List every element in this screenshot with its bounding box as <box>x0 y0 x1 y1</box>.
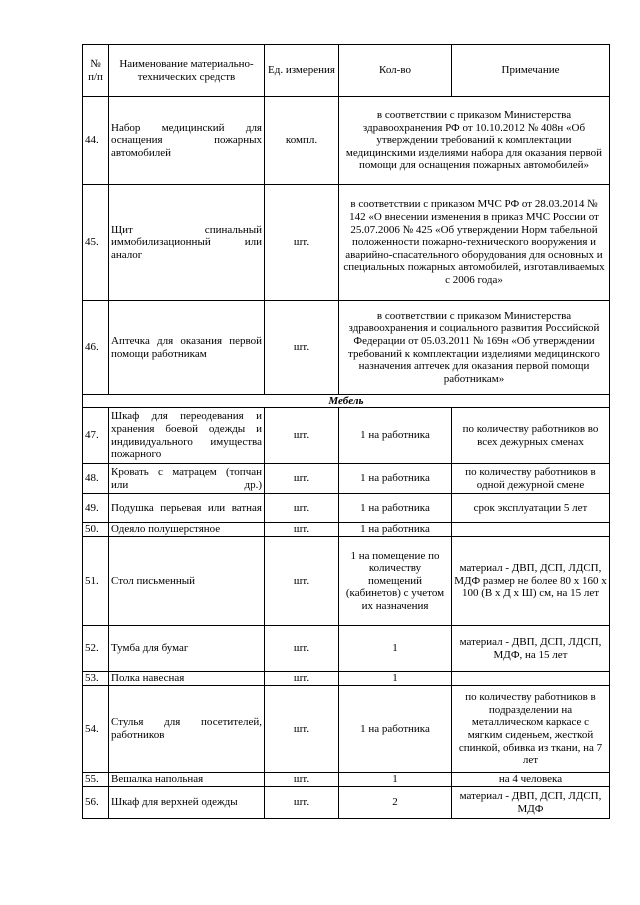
row-name: Шкаф для верхней одежды <box>109 787 265 819</box>
equipment-table <box>82 44 610 819</box>
row-note <box>452 523 610 537</box>
row-unit: шт. <box>265 626 339 672</box>
row-name: Тумба для бумаг <box>109 626 265 672</box>
row-note: в соответствии с приказом Министерства здравоохранения РФ от 10.10.2012 № 408н «Об утверждении требований к комплектации медицинскими изделиями набора для оказания первой помощи для оснащения пожарных автомобилей» <box>339 97 610 185</box>
row-unit: шт. <box>265 523 339 537</box>
row-note: в соответствии с приказом Министерства здравоохранения и социального развития Российской Федерации от 05.03.2011 № 169н «Об утверждении требований к комплектации изделиями медицинского назначения аптечек для оказания первой помощи работникам» <box>339 301 610 395</box>
row-unit: шт. <box>265 185 339 301</box>
table-row <box>83 464 610 494</box>
row-unit: шт. <box>265 464 339 494</box>
table-row <box>83 787 610 819</box>
row-unit: шт. <box>265 537 339 626</box>
row-qty: 1 на работника <box>339 686 452 773</box>
table-row <box>83 626 610 672</box>
row-qty: 1 на работника <box>339 464 452 494</box>
row-qty: 1 на помещение по количеству помещений (кабинетов) с учетом их назначения <box>339 537 452 626</box>
row-note: материал - ДВП, ДСП, ЛДСП, МДФ размер не более 80 х 160 х 100 (В х Д х Ш) см, на 15 лет <box>452 537 610 626</box>
row-qty: 1 <box>339 672 452 686</box>
row-unit: шт. <box>265 686 339 773</box>
row-name: Шкаф для переодевания и хранения боевой одежды и индивидуального имущества пожарного <box>109 408 265 464</box>
row-note: материал - ДВП, ДСП, ЛДСП, МДФ, на 15 лет <box>452 626 610 672</box>
section-row <box>83 395 610 408</box>
header-qty: Кол-во <box>339 45 452 97</box>
row-note <box>452 672 610 686</box>
header-note: Примечание <box>452 45 610 97</box>
row-note: срок эксплуатации 5 лет <box>452 494 610 523</box>
row-name: Одеяло полушерстяное <box>109 523 265 537</box>
table-row <box>83 537 610 626</box>
header-num: № п/п <box>83 45 109 97</box>
row-qty: 1 <box>339 626 452 672</box>
row-num: 52. <box>83 626 109 672</box>
row-note: по количеству работников в одной дежурной смене <box>452 464 610 494</box>
table-row <box>83 523 610 537</box>
document-page <box>82 44 609 819</box>
row-name: Вешалка напольная <box>109 773 265 787</box>
row-unit: шт. <box>265 408 339 464</box>
header-name: Наименование материально-технических средств <box>109 45 265 97</box>
table-row <box>83 301 610 395</box>
table-row <box>83 494 610 523</box>
table-header-row <box>83 45 610 97</box>
row-name: Щит спинальный иммобилизационный или аналог <box>109 185 265 301</box>
row-unit: шт. <box>265 787 339 819</box>
row-unit: шт. <box>265 672 339 686</box>
section-title: Мебель <box>83 395 610 408</box>
row-name: Подушка перьевая или ватная <box>109 494 265 523</box>
table-row <box>83 686 610 773</box>
table-row <box>83 773 610 787</box>
row-name: Стол письменный <box>109 537 265 626</box>
row-unit: шт. <box>265 301 339 395</box>
row-num: 48. <box>83 464 109 494</box>
row-num: 51. <box>83 537 109 626</box>
row-qty: 2 <box>339 787 452 819</box>
row-name: Набор медицинский для оснащения пожарных автомобилей <box>109 97 265 185</box>
row-num: 44. <box>83 97 109 185</box>
row-qty: 1 на работника <box>339 408 452 464</box>
row-unit: компл. <box>265 97 339 185</box>
row-num: 53. <box>83 672 109 686</box>
row-num: 47. <box>83 408 109 464</box>
row-note: материал - ДВП, ДСП, ЛДСП, МДФ <box>452 787 610 819</box>
table-row <box>83 97 610 185</box>
row-unit: шт. <box>265 494 339 523</box>
row-name: Стулья для посетителей, работников <box>109 686 265 773</box>
row-num: 45. <box>83 185 109 301</box>
row-qty: 1 на работника <box>339 523 452 537</box>
row-note: на 4 человека <box>452 773 610 787</box>
row-num: 49. <box>83 494 109 523</box>
row-unit: шт. <box>265 773 339 787</box>
table-row <box>83 185 610 301</box>
row-name: Полка навесная <box>109 672 265 686</box>
row-num: 46. <box>83 301 109 395</box>
row-num: 50. <box>83 523 109 537</box>
row-note: в соответствии с приказом МЧС РФ от 28.03.2014 № 142 «О внесении изменения в приказ МЧС России от 25.07.2006 № 425 «Об утверждении Норм табельной положенности пожарно-технического вооружения и аварийно-спасательного оборудования для основных и специальных пожарных автомобилей, изготавливаемых с 2006 года» <box>339 185 610 301</box>
row-qty: 1 на работника <box>339 494 452 523</box>
table-row <box>83 408 610 464</box>
table-row <box>83 672 610 686</box>
row-note: по количеству работников во всех дежурных сменах <box>452 408 610 464</box>
row-num: 56. <box>83 787 109 819</box>
row-note: по количеству работников в подразделении на металлическом каркасе с мягким сиденьем, жесткой спинкой, обивка из ткани, на 7 лет <box>452 686 610 773</box>
row-name: Кровать с матрацем (топчан или др.) <box>109 464 265 494</box>
row-name: Аптечка для оказания первой помощи работникам <box>109 301 265 395</box>
header-unit: Ед. измерения <box>265 45 339 97</box>
row-num: 55. <box>83 773 109 787</box>
row-num: 54. <box>83 686 109 773</box>
row-qty: 1 <box>339 773 452 787</box>
